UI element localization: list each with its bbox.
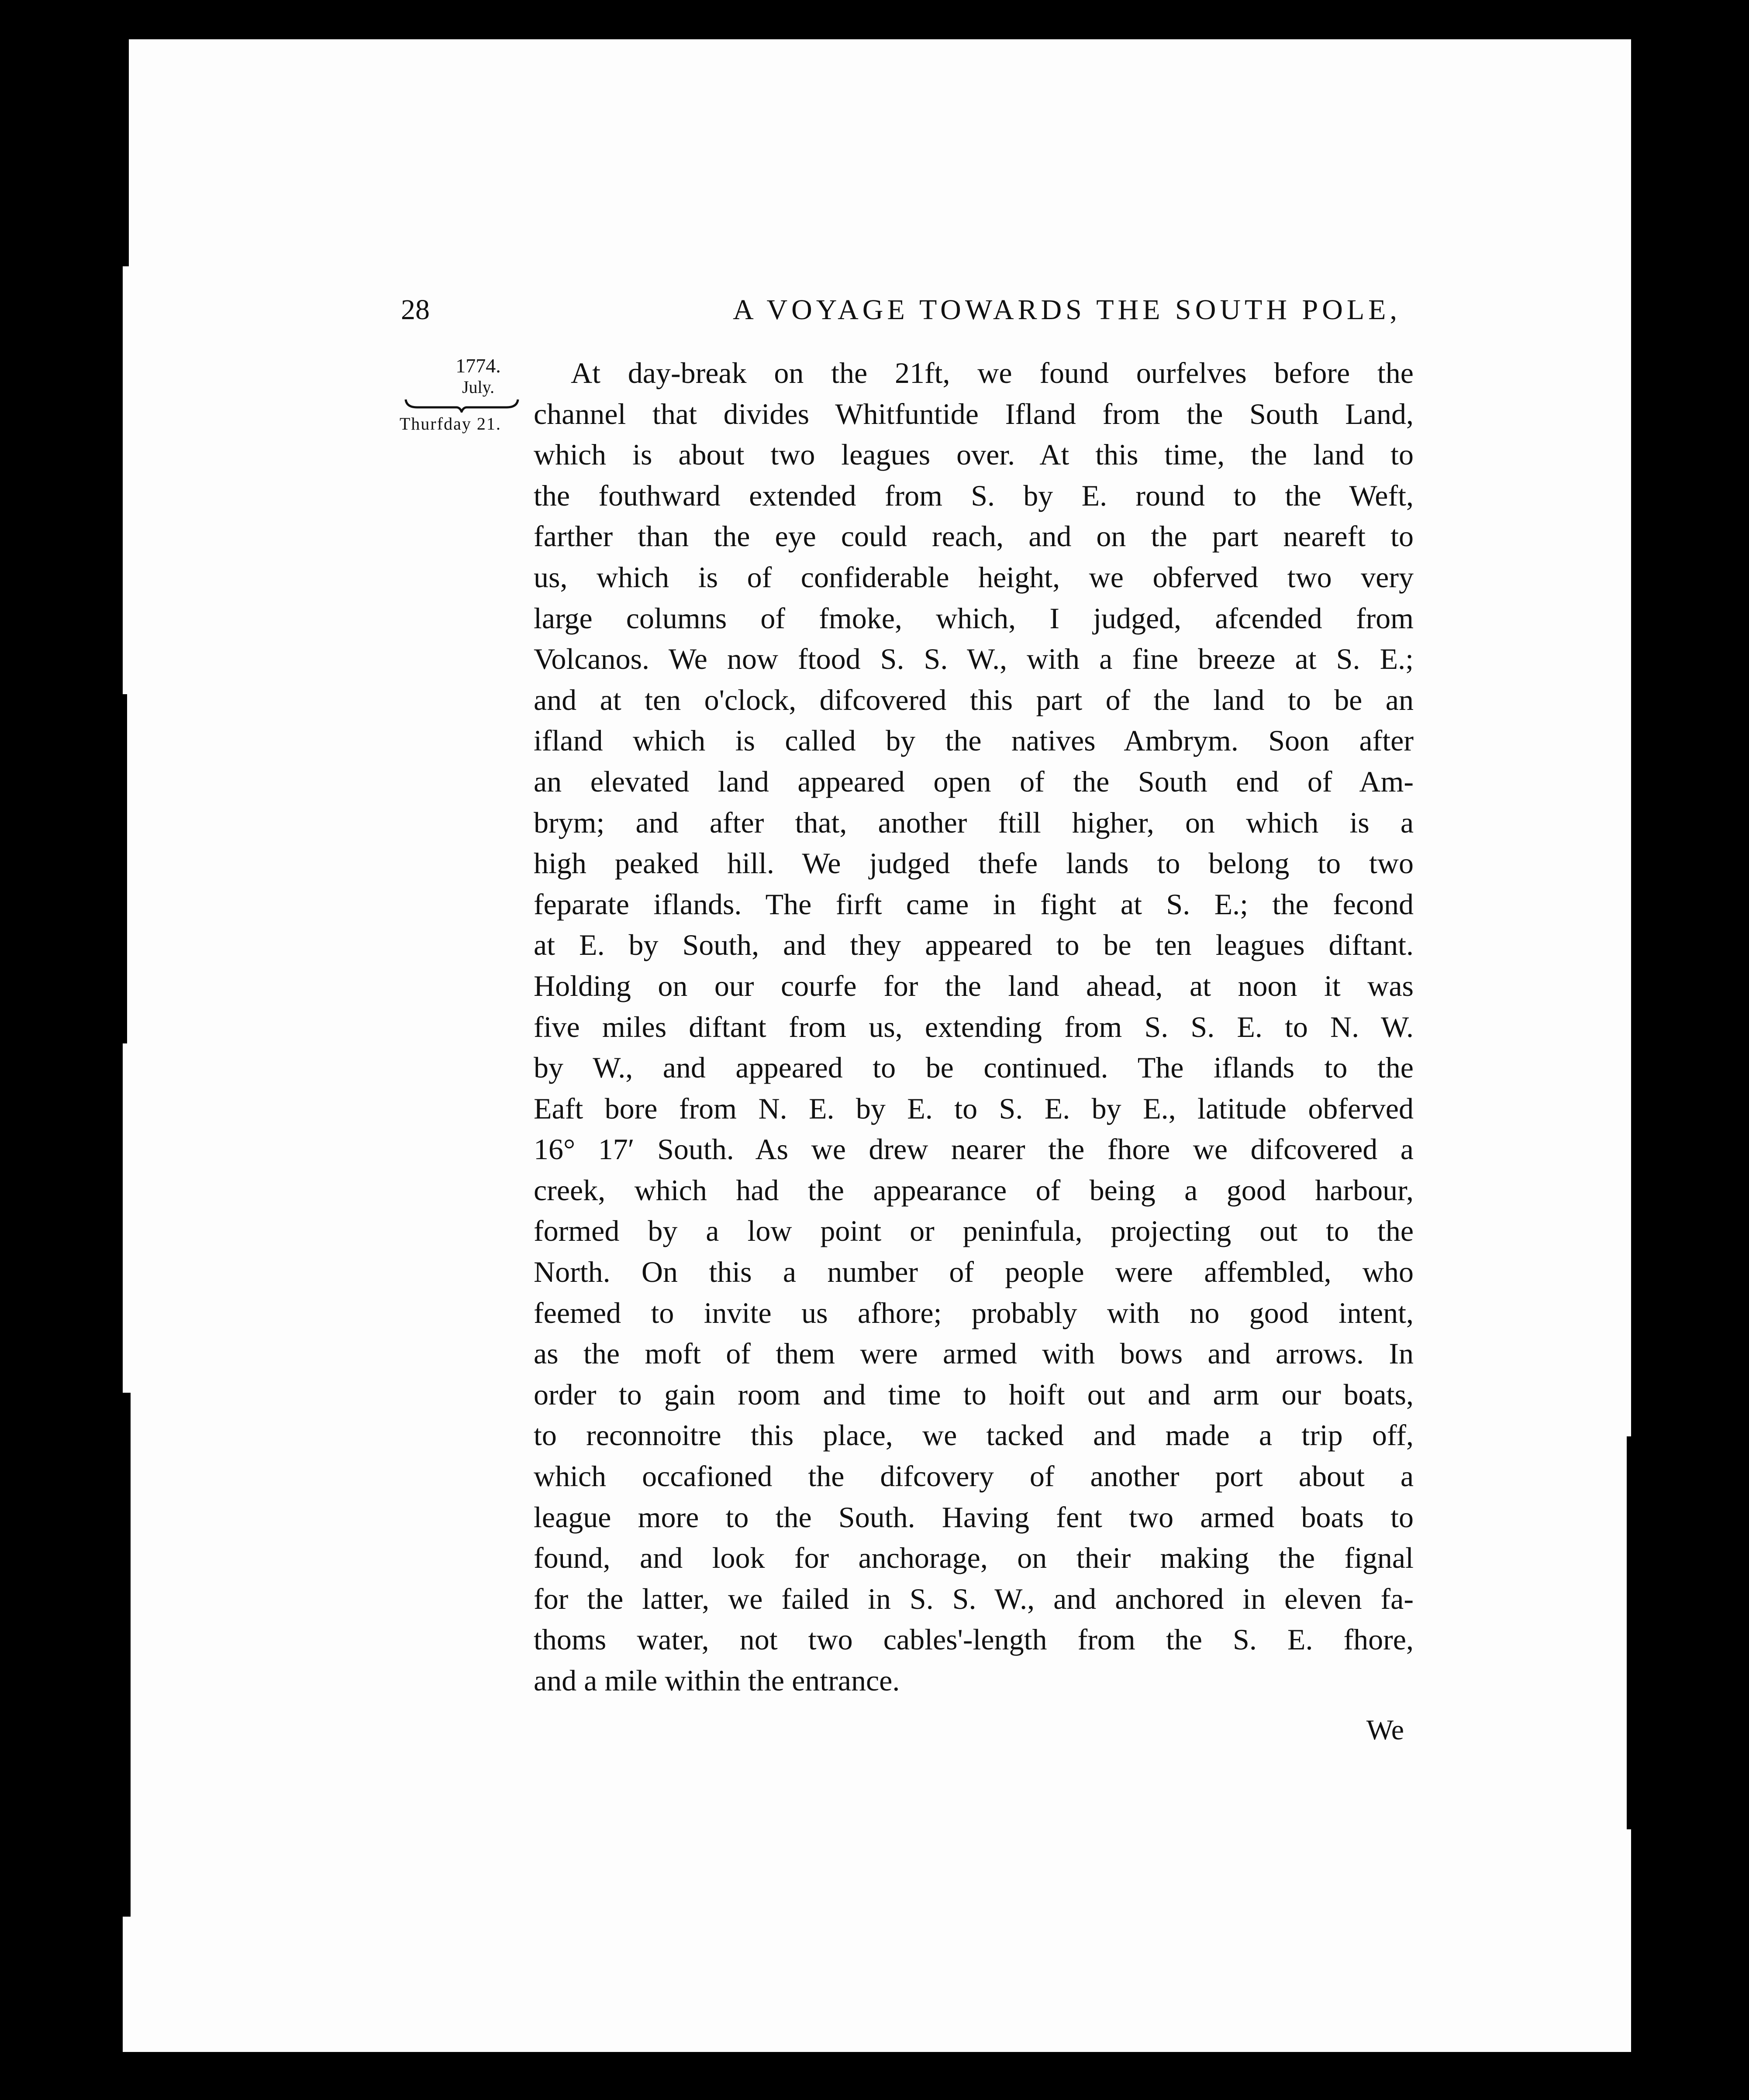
margin-year: 1774.: [455, 355, 501, 377]
margin-brace: [404, 398, 520, 413]
text-line: order to gain room and time to hoift out and arm our boats,: [534, 1377, 1414, 1411]
text-line: ifland which is called by the natives Ambrym. Soon after: [534, 724, 1414, 757]
text-line: to reconnoitre this place, we tacked and made a trip off,: [534, 1418, 1414, 1452]
text-line: which is about two leagues over. At this time, the land to: [534, 438, 1414, 472]
text-line: large columns of fmoke, which, I judged, afcended from: [534, 601, 1414, 635]
text-line: and a mile within the entrance.: [534, 1664, 900, 1697]
text-line: feemed to invite us afhore; probably with no good intent,: [534, 1296, 1414, 1329]
page-number: 28: [401, 294, 430, 326]
text-line: Volcanos. We now ftood S. S. W., with a fine breeze at S. E.;: [534, 642, 1414, 676]
text-line: five miles diftant from us, extending from S. S. E. to N. W.: [534, 1010, 1414, 1043]
text-line: Holding on our courfe for the land ahead, at noon it was: [534, 969, 1414, 1002]
text-line: as the moft of them were armed with bows and arrows. In: [534, 1337, 1414, 1370]
text-line: thoms water, not two cables'-length from the S. E. fhore,: [534, 1623, 1414, 1656]
scan-artifact: [111, 39, 123, 2052]
text-line: channel that divides Whitfuntide Ifland from the South Land,: [534, 397, 1414, 430]
text-line: found, and look for anchorage, on their making the fignal: [534, 1541, 1414, 1575]
text-line: North. On this a number of people were affembled, who: [534, 1255, 1414, 1289]
margin-day: Thurfday 21.: [400, 414, 501, 434]
margin-month: July.: [462, 377, 495, 397]
scan-artifact: [123, 39, 129, 266]
text-line: Eaft bore from N. E. by E. to S. E. by E., latitude obferved: [534, 1091, 1414, 1125]
text-line: for the latter, we failed in S. S. W., and anchored in eleven fa-: [534, 1582, 1414, 1615]
scan-artifact: [123, 694, 127, 1043]
text-line: brym; and after that, another ftill higher, on which is a: [534, 806, 1414, 839]
text-line: league more to the South. Having fent two armed boats to: [534, 1500, 1414, 1534]
body-text: [534, 353, 1414, 1701]
text-line: 16° 17′ South. As we drew nearer the fhore we difcovered a: [534, 1133, 1414, 1166]
scan-artifact: [123, 1393, 131, 1917]
text-line: an elevated land appeared open of the South end of Am-: [534, 764, 1414, 798]
text-line: At day-break on the 21ft, we found ourfelves before the: [571, 356, 1414, 389]
text-line: at E. by South, and they appeared to be ten leagues diftant.: [534, 928, 1414, 962]
catchword: We: [1366, 1714, 1404, 1746]
scan-artifact: [1631, 39, 1642, 2052]
running-head: A VOYAGE TOWARDS THE SOUTH POLE,: [733, 294, 1401, 326]
text-line: and at ten o'clock, difcovered this part of the land to be an: [534, 683, 1414, 716]
page-header: [401, 284, 1401, 336]
text-line: farther than the eye could reach, and on the part neareft to: [534, 520, 1414, 553]
margin-note: [400, 356, 531, 433]
text-line: us, which is of confiderable height, we obferved two very: [534, 560, 1414, 594]
text-line: by W., and appeared to be continued. The iflands to the: [534, 1051, 1414, 1084]
text-line: the fouthward extended from S. by E. round to the Weft,: [534, 479, 1414, 512]
text-line: formed by a low point or peninfula, projecting out to the: [534, 1214, 1414, 1248]
scan-artifact: [1627, 1436, 1632, 1829]
text-line: creek, which had the appearance of being a good harbour,: [534, 1173, 1414, 1207]
text-line: which occafioned the difcovery of another port about a: [534, 1460, 1414, 1493]
text-line: feparate iflands. The firft came in fight at S. E.; the fecond: [534, 887, 1414, 921]
text-line: high peaked hill. We judged thefe lands to belong to two: [534, 847, 1414, 880]
